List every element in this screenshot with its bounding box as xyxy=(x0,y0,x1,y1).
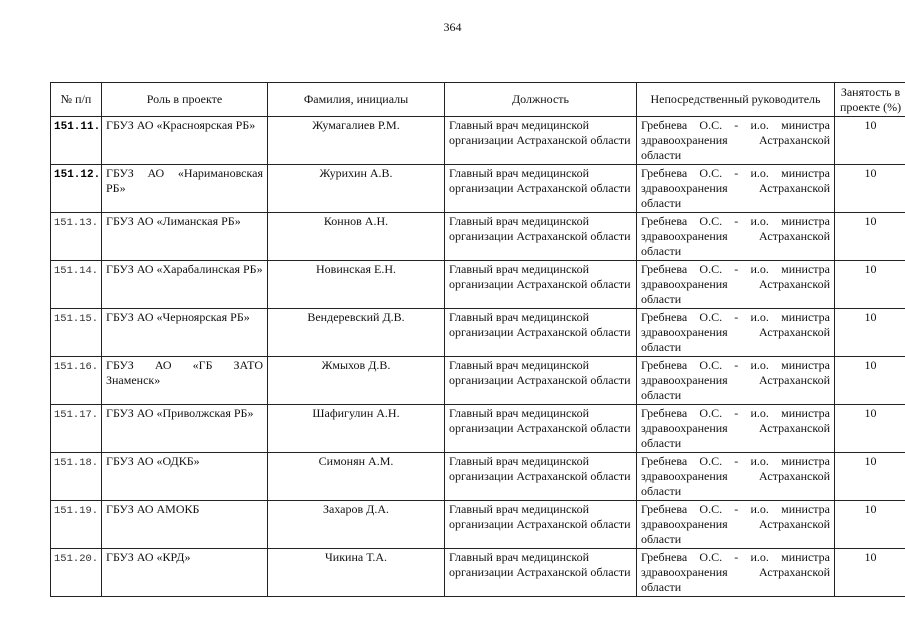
row-manager: Гребнева О.С. - и.о. министра здравоохранения Астраханской области xyxy=(637,213,835,261)
table-row xyxy=(51,309,905,357)
row-role: ГБУЗ АО АМОКБ xyxy=(102,501,268,549)
row-role: ГБУЗ АО «Наримановская РБ» xyxy=(102,165,268,213)
row-role: ГБУЗ АО «Лиманская РБ» xyxy=(102,213,268,261)
row-manager: Гребнева О.С. - и.о. министра здравоохранения Астраханской области xyxy=(637,357,835,405)
row-position: Главный врач медицинской организации Астраханской области xyxy=(445,405,637,453)
row-busy: 10 xyxy=(835,213,905,261)
row-role: ГБУЗ АО «Черноярская РБ» xyxy=(102,309,268,357)
table-row xyxy=(51,117,905,165)
row-busy: 10 xyxy=(835,357,905,405)
table-header-row xyxy=(51,83,905,117)
row-name: Чикина Т.А. xyxy=(268,549,445,597)
row-busy: 10 xyxy=(835,501,905,549)
row-number: 151.12. xyxy=(51,165,102,213)
row-position: Главный врач медицинской организации Астраханской области xyxy=(445,165,637,213)
row-busy: 10 xyxy=(835,549,905,597)
page-number: 364 xyxy=(443,20,462,34)
row-number: 151.14. xyxy=(51,261,102,309)
row-busy: 10 xyxy=(835,453,905,501)
row-name: Шафигулин А.Н. xyxy=(268,405,445,453)
row-number: 151.13. xyxy=(51,213,102,261)
row-busy: 10 xyxy=(835,405,905,453)
row-role: ГБУЗ АО «Красноярская РБ» xyxy=(102,117,268,165)
row-name: Захаров Д.А. xyxy=(268,501,445,549)
row-busy: 10 xyxy=(835,261,905,309)
row-name: Новинская Е.Н. xyxy=(268,261,445,309)
row-position: Главный врач медицинской организации Астраханской области xyxy=(445,453,637,501)
table-row xyxy=(51,453,905,501)
row-position: Главный врач медицинской организации Астраханской области xyxy=(445,501,637,549)
row-manager: Гребнева О.С. - и.о. министра здравоохранения Астраханской области xyxy=(637,261,835,309)
row-manager: Гребнева О.С. - и.о. министра здравоохранения Астраханской области xyxy=(637,165,835,213)
row-manager: Гребнева О.С. - и.о. министра здравоохранения Астраханской области xyxy=(637,309,835,357)
row-role: ГБУЗ АО «ОДКБ» xyxy=(102,453,268,501)
row-position: Главный врач медицинской организации Астраханской области xyxy=(445,261,637,309)
row-name: Коннов А.Н. xyxy=(268,213,445,261)
row-number: 151.16. xyxy=(51,357,102,405)
header-role: Роль в проекте xyxy=(102,83,268,117)
row-position: Главный врач медицинской организации Астраханской области xyxy=(445,117,637,165)
row-manager: Гребнева О.С. - и.о. министра здравоохранения Астраханской области xyxy=(637,453,835,501)
row-position: Главный врач медицинской организации Астраханской области xyxy=(445,549,637,597)
row-number: 151.17. xyxy=(51,405,102,453)
row-role: ГБУЗ АО «КРД» xyxy=(102,549,268,597)
row-name: Журихин А.В. xyxy=(268,165,445,213)
row-role: ГБУЗ АО «Приволжская РБ» xyxy=(102,405,268,453)
row-name: Симонян А.М. xyxy=(268,453,445,501)
row-busy: 10 xyxy=(835,165,905,213)
header-busy: Занятость в проекте (%) xyxy=(835,83,905,117)
header-num: № п/п xyxy=(51,83,102,117)
staff-table xyxy=(50,82,905,597)
table-row xyxy=(51,165,905,213)
row-name: Жумагалиев Р.М. xyxy=(268,117,445,165)
row-name: Вендеревский Д.В. xyxy=(268,309,445,357)
table-row xyxy=(51,501,905,549)
row-position: Главный врач медицинской организации Астраханской области xyxy=(445,357,637,405)
header-position: Должность xyxy=(445,83,637,117)
row-name: Жмыхов Д.В. xyxy=(268,357,445,405)
row-busy: 10 xyxy=(835,309,905,357)
row-number: 151.18. xyxy=(51,453,102,501)
row-manager: Гребнева О.С. - и.о. министра здравоохранения Астраханской области xyxy=(637,405,835,453)
table-row xyxy=(51,549,905,597)
header-manager: Непосредственный руководитель xyxy=(637,83,835,117)
row-manager: Гребнева О.С. - и.о. министра здравоохранения Астраханской области xyxy=(637,549,835,597)
table-row xyxy=(51,405,905,453)
row-role: ГБУЗ АО «Харабалинская РБ» xyxy=(102,261,268,309)
table-body xyxy=(51,117,905,597)
row-manager: Гребнева О.С. - и.о. министра здравоохранения Астраханской области xyxy=(637,117,835,165)
row-manager: Гребнева О.С. - и.о. министра здравоохранения Астраханской области xyxy=(637,501,835,549)
row-position: Главный врач медицинской организации Астраханской области xyxy=(445,309,637,357)
row-number: 151.11. xyxy=(51,117,102,165)
header-name: Фамилия, инициалы xyxy=(268,83,445,117)
row-number: 151.19. xyxy=(51,501,102,549)
row-number: 151.20. xyxy=(51,549,102,597)
table-row xyxy=(51,357,905,405)
row-number: 151.15. xyxy=(51,309,102,357)
table-row xyxy=(51,213,905,261)
table-row xyxy=(51,261,905,309)
row-busy: 10 xyxy=(835,117,905,165)
row-position: Главный врач медицинской организации Астраханской области xyxy=(445,213,637,261)
row-role: ГБУЗ АО «ГБ ЗАТО Знаменск» xyxy=(102,357,268,405)
